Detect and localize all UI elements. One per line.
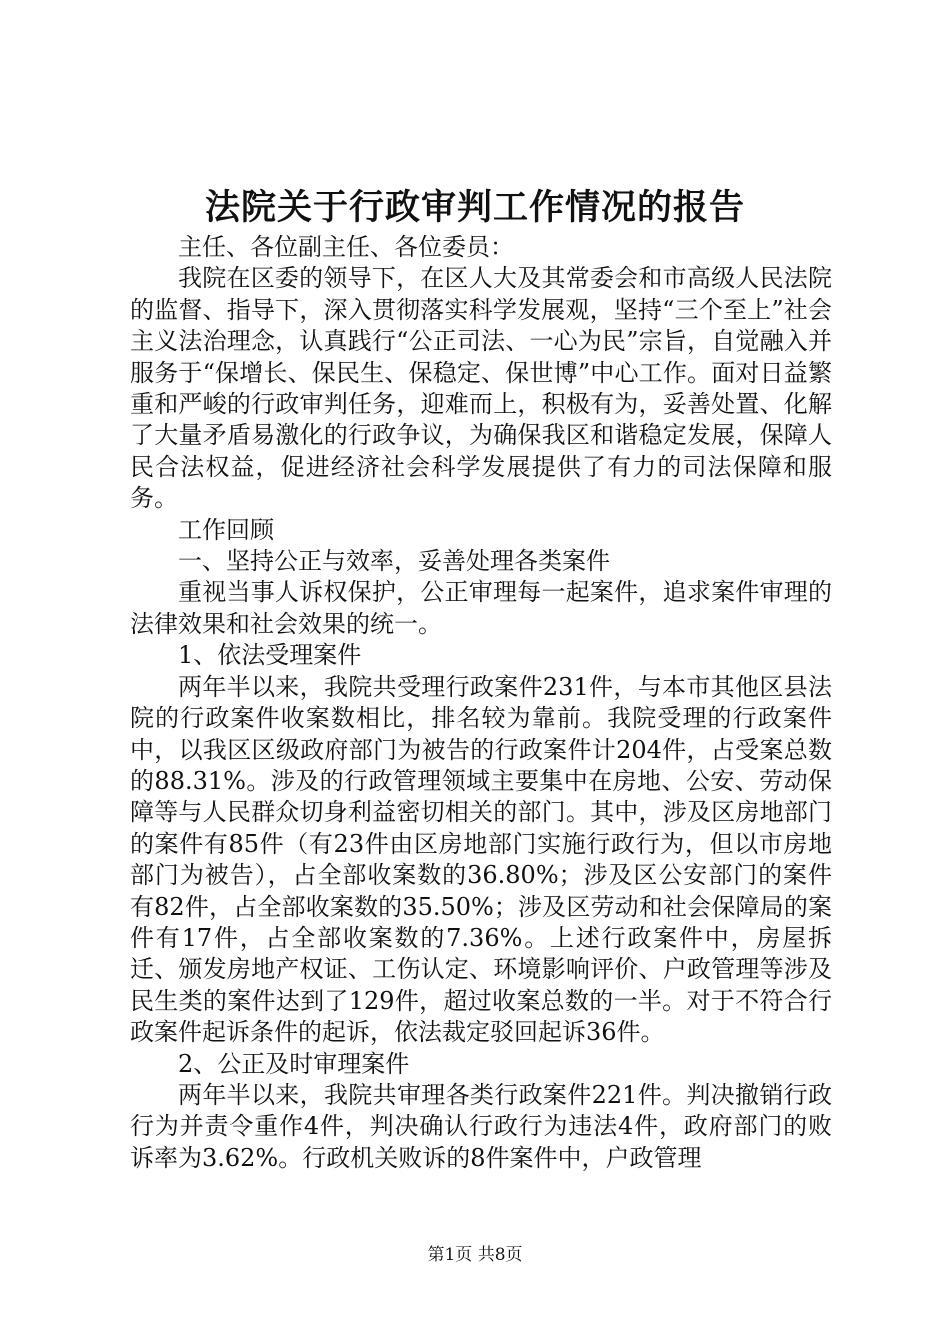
page-footer: 第1页 共8页 (427, 1245, 523, 1265)
document-title: 法院关于行政审判工作情况的报告 (204, 187, 745, 228)
salutation: 主任、各位副主任、各位委员： (178, 233, 514, 261)
accept-cases-paragraph: 两年半以来，我院共受理行政案件231件，与本市其他区县法院的行政案件收案数相比，排名较为靠前。我院受理的行政案件中，以我区区级政府部门为被告的行政案件计204件，占受案总数的88.31%。涉及的行政管理领域主要集中在房地、公安、劳动保障等与人民群众切身利益密切相关的部门。其中，涉及区房地部门的案件有85件（有23件由区房地部门实施行政行为，但以市房地部门为被告），占全部收案数的36.80%；涉及区公安部门的案件有82件，占全部收案数的35.50%；涉及区劳动和社会保障局的案件有17件，占全部收案数的7.36%。上述行政案件中，房屋拆迁、颁发房地产权证、工伤认定、环境影响评价、户政管理等涉及民生类的案件达到了129件，超过收案总数的一半。对于不符合行政案件起诉条件的起诉，依法裁定驳回起诉36件。 (130, 672, 832, 1047)
intro-paragraph: 我院在区委的领导下，在区人大及其常委会和市高级人民法院的监督、指导下，深入贯彻落实科学发展观，坚持“三个至上”社会主义法治理念，认真践行“公正司法、一心为民”宗旨，自觉融入并服务于“保增长、保民生、保稳定、保世博”中心工作。面对日益繁重和严峻的行政审判任务，迎难而上，积极有为，妥善处置、化解了大量矛盾易激化的行政争议，为确保我区和谐稳定发展，保障人民合法权益，促进经济社会科学发展提供了有力的司法保障和服务。 (130, 264, 832, 513)
document-body (130, 232, 832, 1174)
trial-cases-paragraph: 两年半以来，我院共审理各类行政案件221件。判决撤销行政行为并责令重作4件，判决确认行政行为违法4件，政府部门的败诉率为3.62%。行政机关败诉的8件案件中，户政管理 (130, 1080, 832, 1172)
section-heading-one: 一、坚持公正与效率，妥善处理各类案件 (178, 547, 610, 576)
section-heading-review: 工作回顾 (178, 515, 274, 544)
section-one-paragraph: 重视当事人诉权保护，公正审理每一起案件，追求案件审理的法律效果和社会效果的统一。 (130, 578, 832, 638)
subheading-trial-cases: 2、公正及时审理案件 (178, 1049, 410, 1078)
subheading-accept-cases: 1、依法受理案件 (178, 641, 362, 670)
